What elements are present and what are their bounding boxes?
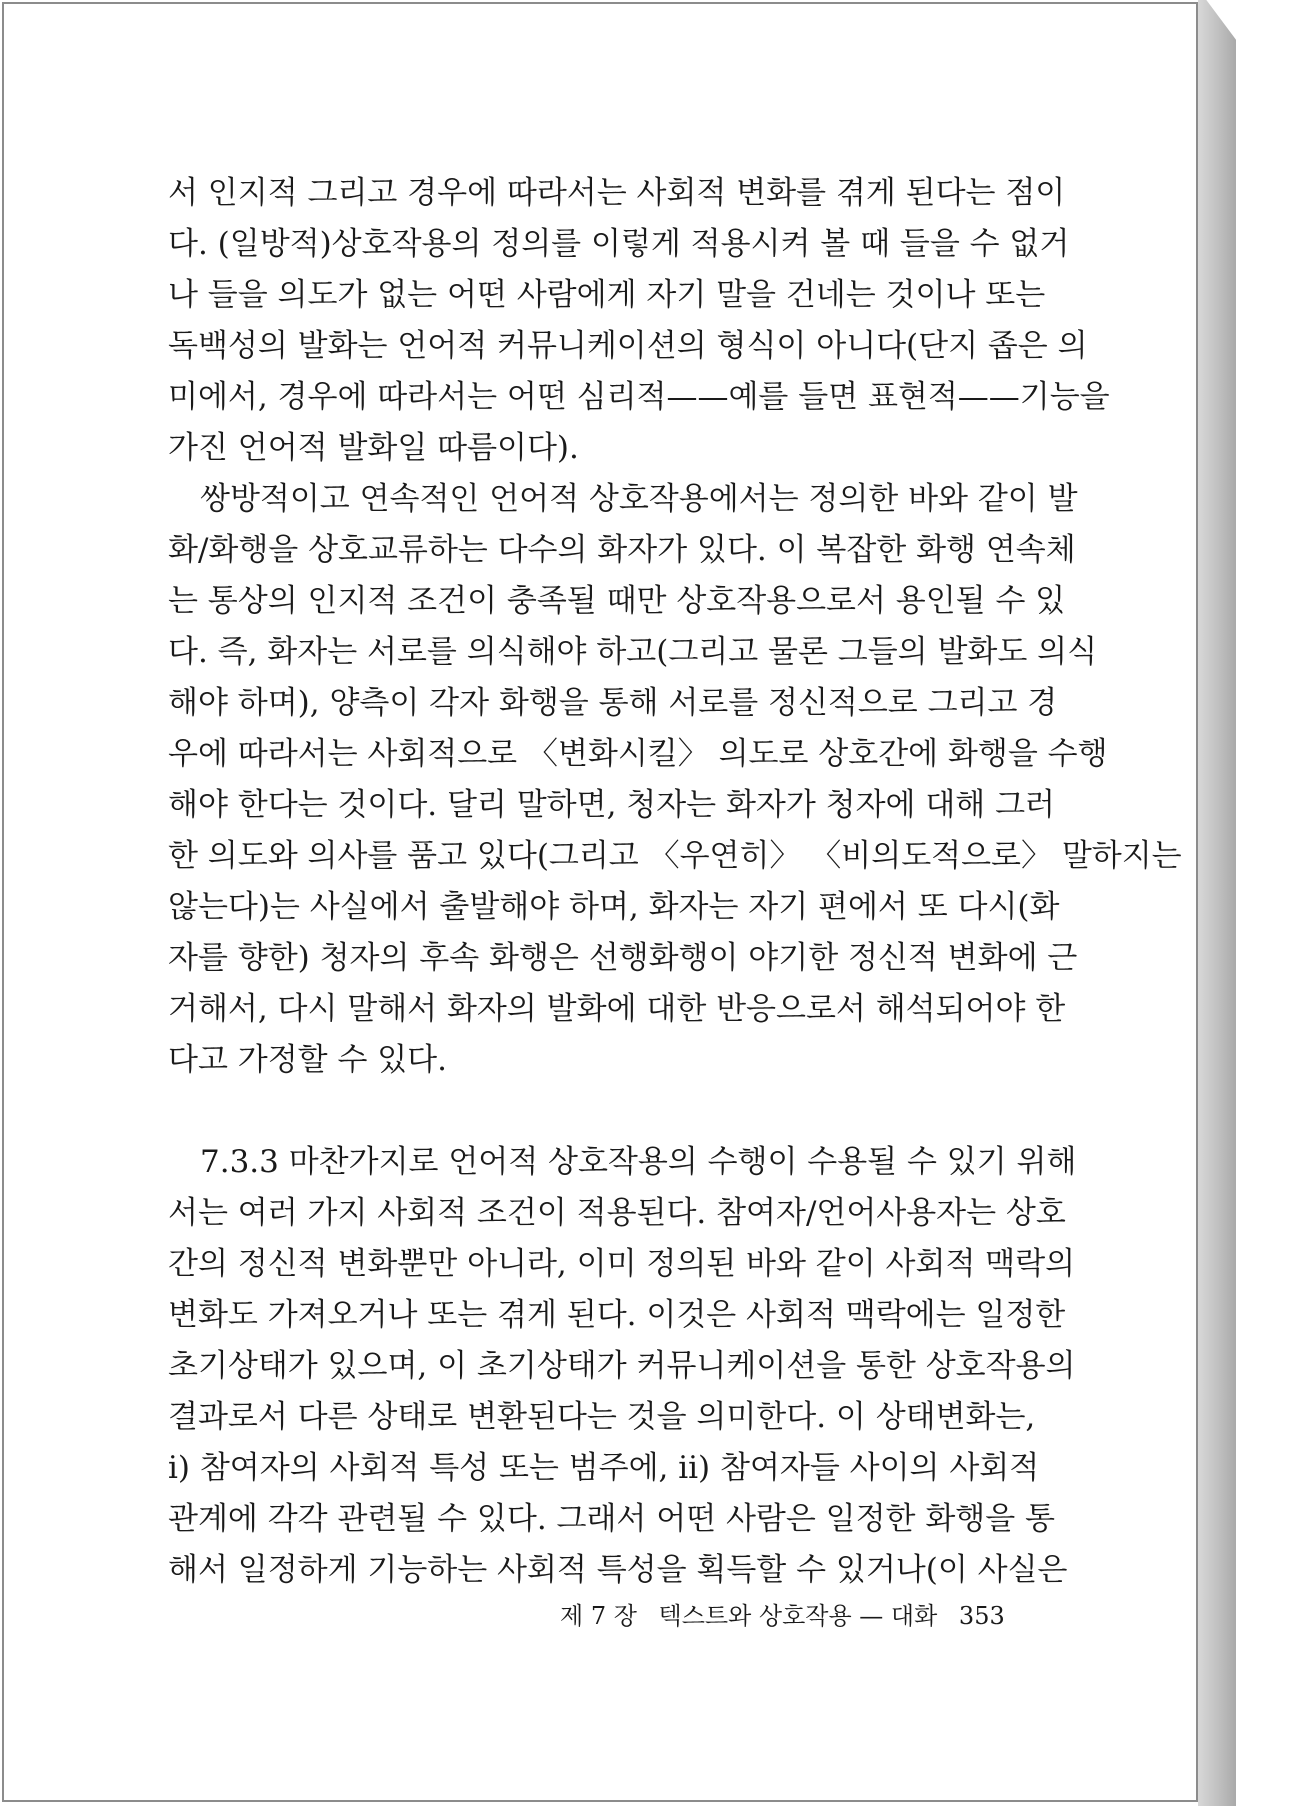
text-line: 다. (일방적)상호작용의 정의를 이렇게 적용시켜 볼 때 들을 수 없거 (168, 226, 1070, 262)
text-line: 화/화행을 상호교류하는 다수의 화자가 있다. 이 복잡한 화행 연속체 (168, 532, 1076, 568)
text-line: 해서 일정하게 기능하는 사회적 특성을 획득할 수 있거나(이 사실은 (168, 1552, 1068, 1588)
text-line: 7.3.3 마찬가지로 언어적 상호작용의 수행이 수용될 수 있기 위해 (200, 1144, 1077, 1180)
text-line: 결과로서 다른 상태로 변환된다는 것을 의미한다. 이 상태변화는, (168, 1399, 1036, 1435)
text-line: 한 의도와 의사를 품고 있다(그리고 〈우연히〉 〈비의도적으로〉 말하지는 (168, 838, 1182, 874)
text-line: 해야 하며), 양측이 각자 화행을 통해 서로를 정신적으로 그리고 경 (168, 685, 1058, 721)
section-gap (168, 1086, 1032, 1137)
text-line: 해야 한다는 것이다. 달리 말하면, 청자는 화자가 청자에 대해 그러 (168, 787, 1055, 823)
text-line: 독백성의 발화는 언어적 커뮤니케이션의 형식이 아니다(단지 좁은 의 (168, 328, 1088, 364)
footer-chapter: 제 7 장 (560, 1602, 637, 1630)
text-line: 간의 정신적 변화뿐만 아니라, 이미 정의된 바와 같이 사회적 맥락의 (168, 1246, 1076, 1282)
text-line: 우에 따라서는 사회적으로 〈변화시킬〉 의도로 상호간에 화행을 수행 (168, 736, 1108, 772)
text-line: 다고 가정할 수 있다. (168, 1042, 447, 1078)
paragraph (168, 1137, 1077, 1596)
text-line: 않는다)는 사실에서 출발해야 하며, 화자는 자기 편에서 또 다시(화 (168, 889, 1060, 925)
text-line: 거해서, 다시 말해서 화자의 발화에 대한 반응으로서 해석되어야 한 (168, 991, 1066, 1027)
text-line: 나 들을 의도가 없는 어떤 사람에게 자기 말을 건네는 것이나 또는 (168, 277, 1046, 313)
paragraph (168, 168, 1110, 474)
text-line: 쌍방적이고 연속적인 언어적 상호작용에서는 정의한 바와 같이 발 (200, 481, 1078, 517)
text-line: 관계에 각각 관련될 수 있다. 그래서 어떤 사람은 일정한 화행을 통 (168, 1501, 1055, 1537)
text-line: 변화도 가져오거나 또는 겪게 된다. 이것은 사회적 맥락에는 일정한 (168, 1297, 1066, 1333)
page-footer (560, 1596, 1020, 1631)
text-line: 미에서, 경우에 따라서는 어떤 심리적——예를 들면 표현적——기능을 (168, 379, 1110, 415)
book-edge-shadow (1198, 0, 1236, 1806)
text-line: 초기상태가 있으며, 이 초기상태가 커뮤니케이션을 통한 상호작용의 (168, 1348, 1076, 1384)
text-line: 서 인지적 그리고 경우에 따라서는 사회적 변화를 겪게 된다는 점이 (168, 175, 1066, 211)
text-line: 자를 향한) 청자의 후속 화행은 선행화행이 야기한 정신적 변화에 근 (168, 940, 1078, 976)
text-line: 가진 언어적 발화일 따름이다). (168, 430, 579, 466)
body-text (168, 168, 1182, 1596)
footer-page-number: 353 (958, 1602, 1005, 1630)
text-line: ⅰ) 참여자의 사회적 특성 또는 범주에, ⅱ) 참여자들 사이의 사회적 (168, 1450, 1040, 1486)
paragraph (168, 474, 1182, 1086)
text-line: 서는 여러 가지 사회적 조건이 적용된다. 참여자/언어사용자는 상호 (168, 1195, 1066, 1231)
text-line: 다. 즉, 화자는 서로를 의식해야 하고(그리고 물론 그들의 발화도 의식 (168, 634, 1098, 670)
footer-title: 텍스트와 상호작용 — 대화 (658, 1602, 938, 1630)
text-line: 는 통상의 인지적 조건이 충족될 때만 상호작용으로서 용인될 수 있 (168, 583, 1066, 619)
